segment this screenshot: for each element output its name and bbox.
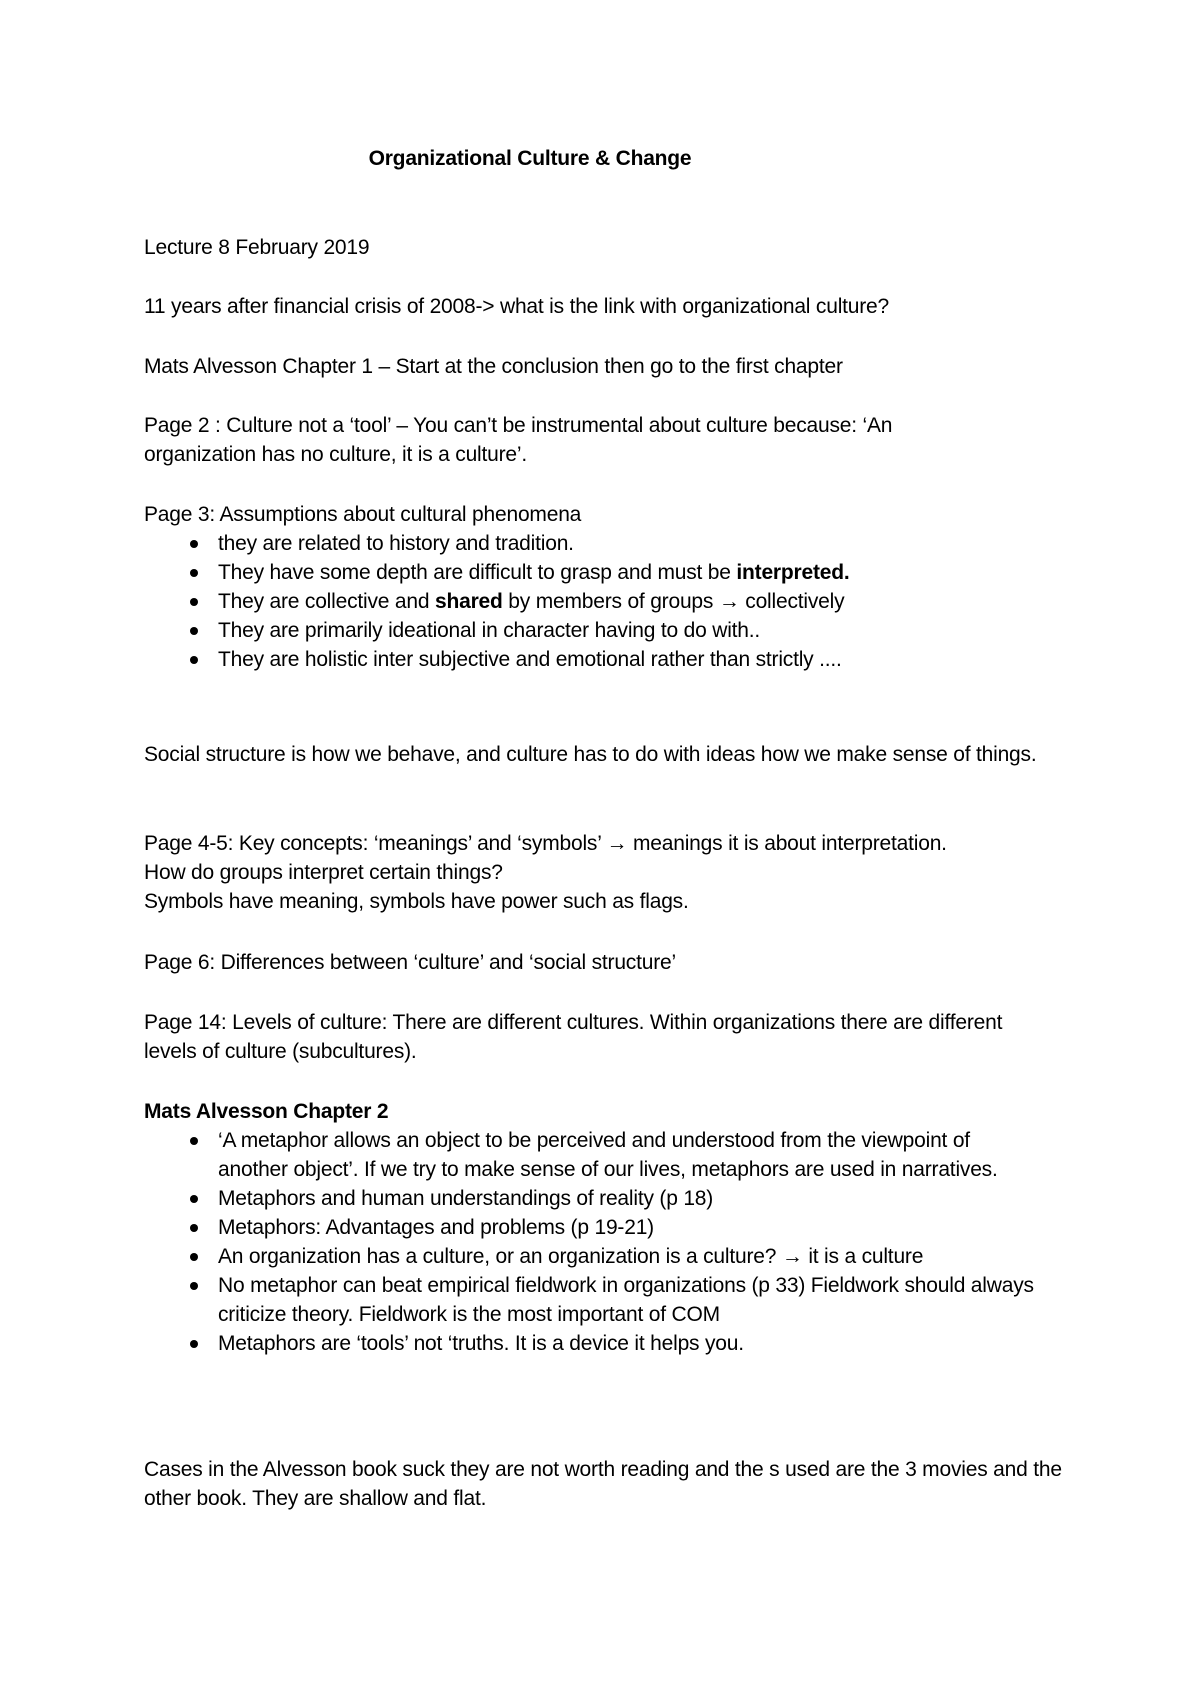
page3-heading: Page 3: Assumptions about cultural phenomena <box>144 503 582 526</box>
bullet-text: Metaphors: Advantages and problems (p 19-21) <box>218 1216 654 1239</box>
list-item <box>144 1184 1044 1213</box>
page14-note <box>144 1008 1014 1066</box>
chapter1-note-text: Mats Alvesson Chapter 1 – Start at the conclusion then go to the first chapter <box>144 355 843 378</box>
list-item <box>144 1242 1044 1271</box>
list-item <box>144 529 1064 558</box>
bullet-icon <box>190 1137 198 1145</box>
list-item <box>144 1126 1044 1184</box>
bullet-icon <box>190 1195 198 1203</box>
bullet-icon <box>190 598 198 606</box>
bullet-text: They are holistic inter subjective and emotional rather than strictly .... <box>218 648 842 671</box>
intro-question-text: 11 years after financial crisis of 2008-> what is the link with organizational culture? <box>144 295 890 318</box>
page3-section <box>144 500 1064 674</box>
page45-line1: Page 4-5: Key concepts: ‘meanings’ and ‘symbols’ → meanings it is about interpretation. <box>144 832 947 855</box>
list-item <box>144 587 1064 616</box>
page2-note <box>144 411 974 469</box>
list-item <box>144 1213 1044 1242</box>
page3-bullet-list <box>144 529 1064 674</box>
bullet-icon <box>190 569 198 577</box>
intro-question <box>144 292 1064 321</box>
page45-section <box>144 829 1064 916</box>
page14-note-text: Page 14: Levels of culture: There are different cultures. Within organizations there are different levels of culture (subcultures). <box>144 1011 1003 1063</box>
bullet-text: They are collective and <box>218 590 435 613</box>
bullet-icon <box>190 1224 198 1232</box>
document-title-text: Organizational Culture & Change <box>368 147 692 170</box>
bullet-bold-text: interpreted. <box>736 561 850 584</box>
list-item <box>144 558 1064 587</box>
bullet-text: They have some depth are difficult to grasp and must be <box>218 561 737 584</box>
list-item <box>144 1329 1044 1358</box>
social-structure-text: Social structure is how we behave, and culture has to do with ideas how we make sense of things. <box>144 743 1037 766</box>
page45-line2: How do groups interpret certain things? <box>144 861 503 884</box>
lecture-date-text: Lecture 8 February 2019 <box>144 236 370 259</box>
lecture-date <box>144 233 1064 262</box>
bullet-text: No metaphor can beat empirical fieldwork in organizations (p 33) Fieldwork should always criticize theory. Fieldwork is the most important of COM <box>218 1274 1034 1326</box>
document-title <box>144 144 1044 173</box>
list-item <box>144 645 1064 674</box>
page2-note-text: Page 2 : Culture not a ‘tool’ – You can’t be instrumental about culture because: ‘An organization has no culture, it is a culture’. <box>144 414 893 466</box>
chapter2-bullet-list <box>144 1126 1044 1358</box>
page45-line3: Symbols have meaning, symbols have power such as flags. <box>144 890 689 913</box>
bullet-text: An organization has a culture, or an organization is a culture? → it is a culture <box>218 1245 924 1268</box>
bullet-text: Metaphors are ‘tools’ not ‘truths. It is a device it helps you. <box>218 1332 744 1355</box>
bullet-icon <box>190 1282 198 1290</box>
list-item <box>144 1271 1044 1329</box>
chapter2-section <box>144 1097 1064 1358</box>
page6-note-text: Page 6: Differences between ‘culture’ and ‘social structure’ <box>144 951 676 974</box>
bullet-icon <box>190 656 198 664</box>
bullet-text-tail: by members of groups → collectively <box>502 590 845 613</box>
bullet-text: they are related to history and tradition. <box>218 532 574 555</box>
bullet-text: ‘A metaphor allows an object to be perceived and understood from the viewpoint of another object’. If we try to make sense of our lives, metaphors are used in narratives. <box>218 1129 998 1181</box>
bullet-bold-text: shared <box>434 590 503 613</box>
bullet-icon <box>190 540 198 548</box>
bullet-text: They are primarily ideational in character having to do with.. <box>218 619 761 642</box>
bullet-icon <box>190 1340 198 1348</box>
bullet-icon <box>190 1253 198 1261</box>
chapter2-heading: Mats Alvesson Chapter 2 <box>144 1100 389 1123</box>
closing-note-text: Cases in the Alvesson book suck they are not worth reading and the s used are the 3 movies and the other book. They are shallow and flat. <box>144 1458 1062 1510</box>
closing-note <box>144 1455 1064 1513</box>
bullet-icon <box>190 627 198 635</box>
page6-note <box>144 948 1064 977</box>
list-item <box>144 616 1064 645</box>
bullet-text: Metaphors and human understandings of reality (p 18) <box>218 1187 714 1210</box>
chapter1-note <box>144 352 1064 381</box>
social-structure-note <box>144 740 1044 769</box>
